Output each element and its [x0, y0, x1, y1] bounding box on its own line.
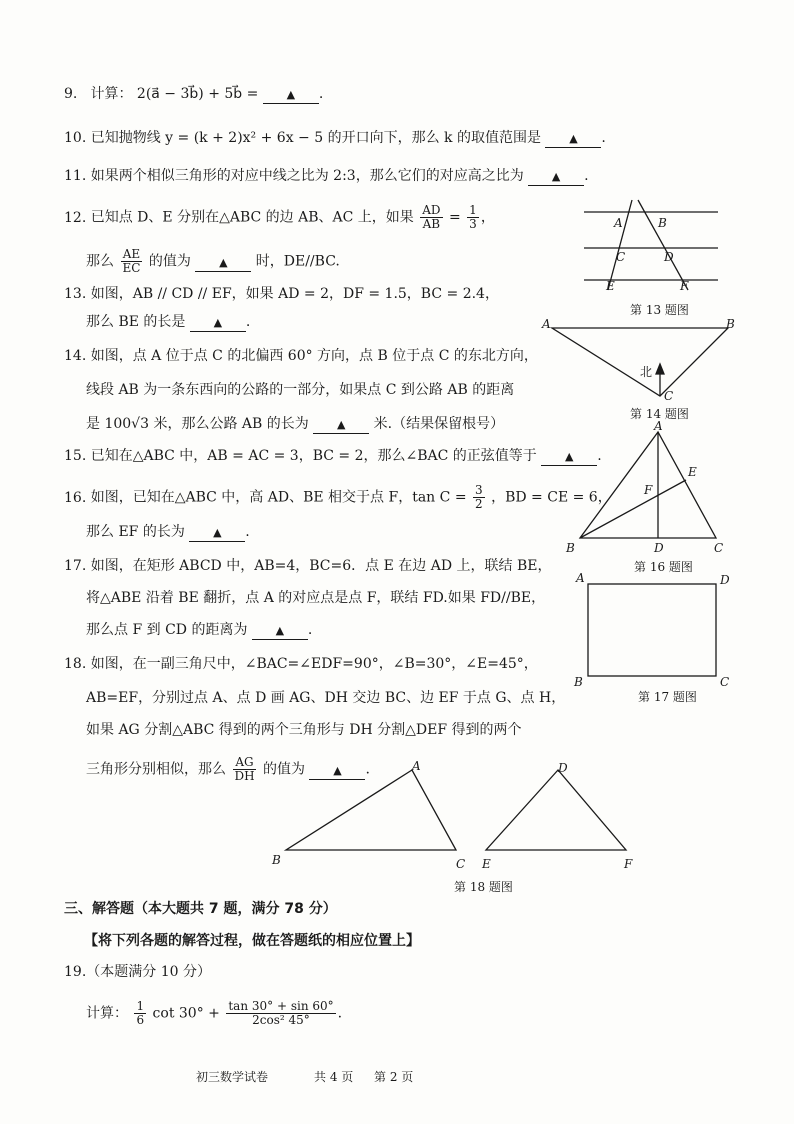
label-b: B: [272, 853, 281, 867]
denominator: AB: [422, 217, 441, 231]
transversal-bdf: [638, 200, 688, 290]
label-f: F: [680, 279, 689, 292]
label-e: E: [606, 279, 615, 292]
question-12-line2: [86, 248, 340, 275]
numerator: AG: [235, 755, 254, 769]
answer-blank: ▲: [313, 417, 369, 434]
question-number: 16.: [64, 489, 87, 506]
label-c: C: [616, 250, 626, 264]
denominator: DH: [234, 769, 255, 783]
fraction-three-halves: [473, 484, 485, 511]
label-b: B: [658, 216, 667, 230]
question-number: 14.: [64, 348, 87, 364]
punctuation: .: [365, 761, 370, 778]
equals-sign: =: [448, 209, 461, 226]
section-instruction: 【将下列各题的解答过程，做在答题纸的相应位置上】: [84, 933, 420, 949]
question-number: 17.: [64, 558, 87, 574]
section-title: 三、解答题（本大题共 7 题，满分 78 分）: [64, 901, 337, 917]
denominator: 2cos² 45°: [252, 1013, 310, 1027]
question-text: 三角形分别相似，那么: [86, 761, 226, 778]
question-text: 将△ABE 沿着 BE 翻折，点 A 的对应点是点 F，联结 FD.如果 FD//BE，: [86, 590, 546, 606]
question-text: 那么 BE 的长是: [86, 314, 186, 330]
question-text: 已知点 D、E 分别在△ABC 的边 AB、AC 上，如果: [90, 209, 414, 226]
north-arrow-head: [656, 364, 664, 374]
numerator: tan 30° + sin 60°: [228, 999, 334, 1013]
question-text: 米.（结果保留根号）: [373, 416, 505, 432]
denominator: EC: [122, 261, 141, 275]
label-c: C: [664, 389, 674, 403]
question-15: [64, 446, 602, 466]
numerator: 1: [469, 203, 477, 217]
question-text: 那么点 F 到 CD 的距离为: [86, 622, 248, 638]
rectangle-abcd: [588, 584, 716, 676]
question-text: 线段 AB 为一条东西向的公路的一部分，如果点 C 到公路 AB 的距离: [86, 382, 515, 398]
label-f: F: [624, 857, 633, 871]
question-17-line2: [86, 588, 545, 608]
question-text: 已知在△ABC 中，AB = AC = 3，BC = 2，那么∠BAC 的正弦值等于: [90, 448, 537, 464]
punctuation: .: [337, 1005, 343, 1022]
question-number: 18.: [64, 656, 87, 672]
figure-14: [540, 314, 740, 404]
label-b: B: [726, 317, 735, 331]
answer-blank: ▲: [541, 449, 597, 466]
label-e: E: [688, 465, 697, 479]
question-18-line1: [64, 654, 538, 674]
question-text: 已知抛物线 y = (k + 2)x² + 6x − 5 的开口向下，那么 k 的取值范围是: [90, 130, 541, 146]
answer-blank: ▲: [189, 525, 245, 542]
question-12-line1: [64, 204, 495, 231]
punctuation: .: [601, 130, 606, 146]
question-text: 那么 EF 的长为: [86, 524, 185, 540]
question-14-line3: [86, 414, 504, 434]
question-text: ，BD = CE = 6，: [491, 489, 612, 506]
fraction-trig: [226, 1000, 335, 1027]
fraction-one-sixth: [134, 1000, 146, 1027]
figure-17: [570, 570, 740, 688]
label-a: A: [654, 420, 663, 433]
question-text: 如图，已知在△ABC 中，高 AD、BE 相交于点 F，tan C =: [90, 489, 467, 506]
answer-blank: ▲: [309, 763, 365, 780]
label-a: A: [576, 571, 585, 585]
label-north: 北: [640, 365, 653, 379]
question-number: 13.: [64, 286, 87, 302]
answer-blank: ▲: [263, 87, 319, 104]
punctuation: .: [245, 524, 250, 540]
question-19-header: 19.（本题满分 10 分）: [64, 964, 211, 980]
question-number: 12.: [64, 209, 87, 226]
fraction-ag-dh: [232, 756, 256, 783]
question-16-line2: [86, 522, 250, 542]
question-prefix: 计算：: [86, 1005, 128, 1022]
label-e: E: [482, 857, 491, 871]
label-a: A: [542, 317, 551, 331]
question-number: 10.: [64, 130, 87, 146]
denominator: 2: [475, 497, 483, 511]
fraction-ad-ab: [420, 204, 442, 231]
label-c: C: [456, 857, 466, 871]
question-text: 如图，在一副三角尺中，∠BAC=∠EDF=90°，∠B=30°，∠E=45°，: [90, 656, 538, 672]
answer-blank: ▲: [528, 169, 584, 186]
footer-page-number: 第 2 页: [374, 1070, 414, 1084]
label-f: F: [644, 483, 653, 497]
figure-18-caption: 第 18 题图: [454, 880, 513, 894]
label-b: B: [574, 675, 583, 688]
footer-total-pages: 共 4 页: [314, 1070, 354, 1084]
question-16-line1: [64, 484, 612, 511]
math-expression: cot 30° +: [152, 1005, 220, 1022]
figure-16-caption: 第 16 题图: [634, 560, 693, 574]
punctuation: .: [307, 622, 313, 638]
label-b: B: [566, 541, 575, 555]
math-expression: 2(a⃗ − 3b⃗) + 5b⃗ =: [136, 86, 259, 102]
label-c: C: [720, 675, 730, 688]
figure-18: [268, 756, 648, 878]
question-text: 是 100√3 米，那么公路 AB 的长为: [86, 416, 309, 432]
question-text: 如图，点 A 位于点 C 的北偏西 60° 方向，点 B 位于点 C 的东北方向，: [90, 348, 538, 364]
question-18-line3: [86, 720, 522, 740]
label-a: A: [614, 216, 623, 230]
denominator: 3: [469, 217, 477, 231]
label-c: C: [714, 541, 724, 555]
answer-blank: ▲: [190, 315, 246, 332]
triangle-abc: [552, 328, 728, 396]
question-number: 15.: [64, 448, 87, 464]
question-text: 如果 AG 分割△ABC 得到的两个三角形与 DH 分割△DEF 得到的两个: [86, 722, 522, 738]
transversal-ace: [608, 200, 632, 290]
question-13-line2: [86, 312, 250, 332]
question-9: [64, 84, 323, 104]
question-11: [64, 166, 589, 186]
question-text: 的值为: [148, 253, 191, 270]
numerator: AD: [422, 203, 441, 217]
question-text: 如图，在矩形 ABCD 中，AB=4，BC=6．点 E 在边 AD 上，联结 BE，: [90, 558, 552, 574]
question-19-expression: [86, 1000, 342, 1027]
question-17-line3: [86, 620, 312, 640]
figure-13: [576, 196, 726, 292]
footer-exam-name: 初三数学试卷: [196, 1070, 269, 1084]
numerator: AE: [122, 247, 141, 261]
question-text: 的值为: [263, 761, 305, 778]
fraction-ae-ec: [120, 248, 142, 275]
figure-16: [560, 420, 740, 560]
question-text: 那么: [86, 253, 114, 270]
question-number: 9.: [64, 86, 78, 102]
triangle-def: [486, 770, 626, 850]
question-14-line2: [86, 380, 514, 400]
answer-blank: ▲: [545, 131, 601, 148]
answer-blank: ▲: [252, 623, 308, 640]
question-text: 如果两个相似三角形的对应中线之比为 2:3，那么它们的对应高之比为: [90, 168, 524, 184]
question-text: AB=EF，分别过点 A、点 D 画 AG、DH 交边 BC、边 EF 于点 G、点 H，: [86, 690, 566, 706]
label-d: D: [720, 573, 730, 587]
altitude-be: [580, 480, 686, 538]
punctuation: .: [318, 86, 324, 102]
question-17-line1: [64, 556, 551, 576]
label-d: D: [558, 761, 568, 775]
question-text: 时，DE//BC.: [255, 253, 340, 270]
numerator: 3: [475, 483, 483, 497]
label-d: D: [664, 250, 674, 264]
answer-blank: ▲: [195, 255, 251, 272]
figure-17-caption: 第 17 题图: [638, 690, 697, 704]
question-18-line2: [86, 688, 565, 708]
triangle-abc: [286, 770, 456, 850]
question-text: 如图，AB // CD // EF，如果 AD = 2，DF = 1.5，BC = 2.4，: [90, 286, 499, 302]
numerator: 1: [136, 999, 145, 1013]
fraction-one-third: [467, 204, 479, 231]
punctuation: .: [245, 314, 251, 330]
question-prefix: 计算：: [90, 86, 133, 102]
denominator: 6: [136, 1013, 145, 1027]
label-d: D: [654, 541, 664, 555]
label-a: A: [412, 759, 421, 773]
punctuation: .: [584, 168, 589, 184]
question-number: 11.: [64, 168, 87, 184]
question-14-line1: [64, 346, 538, 366]
punctuation: ，: [480, 209, 495, 226]
punctuation: .: [597, 448, 602, 464]
question-13-line1: [64, 284, 499, 304]
figure-14-caption: 第 14 题图: [630, 407, 689, 421]
figure-13-caption: 第 13 题图: [630, 303, 689, 317]
question-10: [64, 128, 606, 148]
